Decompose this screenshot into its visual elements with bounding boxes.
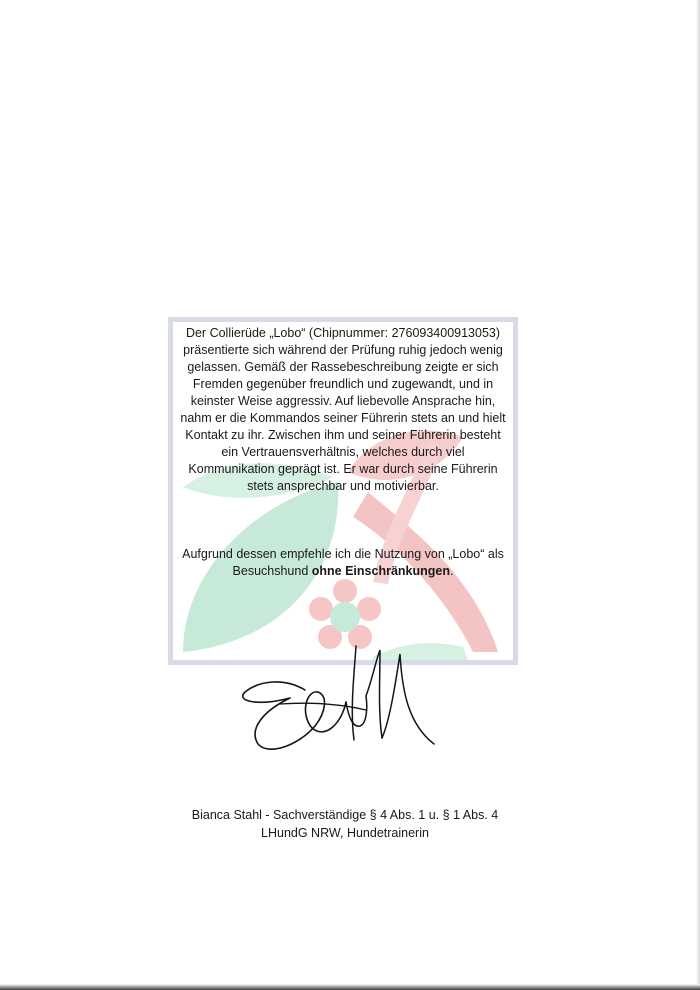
watermark-flower: [309, 579, 381, 649]
recommendation-text: Aufgrund dessen empfehle ich die Nutzung von „Lobo“ als Besuchshund: [182, 547, 504, 578]
signatory-line-1: Bianca Stahl - Sachverständige § 4 Abs. 1 u. § 1 Abs. 4: [191, 808, 499, 822]
page-edge-bottom: [0, 984, 700, 990]
recommendation-end: .: [449, 564, 454, 578]
page-edge-right: [696, 0, 700, 990]
recommendation-paragraph: [179, 546, 507, 580]
recommendation-emphasis: ohne Einschränkungen: [311, 564, 450, 578]
signatory-line-2: LHundG NRW, Hundetrainerin: [261, 826, 429, 840]
assessment-paragraph: Der Collierüde „Lobo“ (Chipnummer: 276093400913053) präsentierte sich während der Prüfung ruhig jedoch wenig gelassen. Gemäß der Rassebeschreibung zeigte er sich Fremden gegenüber freundlich und zugewandt, und in keinster Weise aggressiv. Auf liebevolle Ansprache hin, nahm er die Kommandos seiner Führerin stets an und hielt Kontakt zu ihr. Zwischen ihm und seiner Führerin besteht ein Vertrauensverhältnis, welches durch viel Kommunikation geprägt ist. Er war durch seine Führerin stets ansprechbar und motivierbar.: [180, 326, 506, 493]
assessment-box: [168, 317, 518, 665]
signatory-footer: [160, 806, 530, 842]
handwritten-signature: [230, 640, 440, 760]
